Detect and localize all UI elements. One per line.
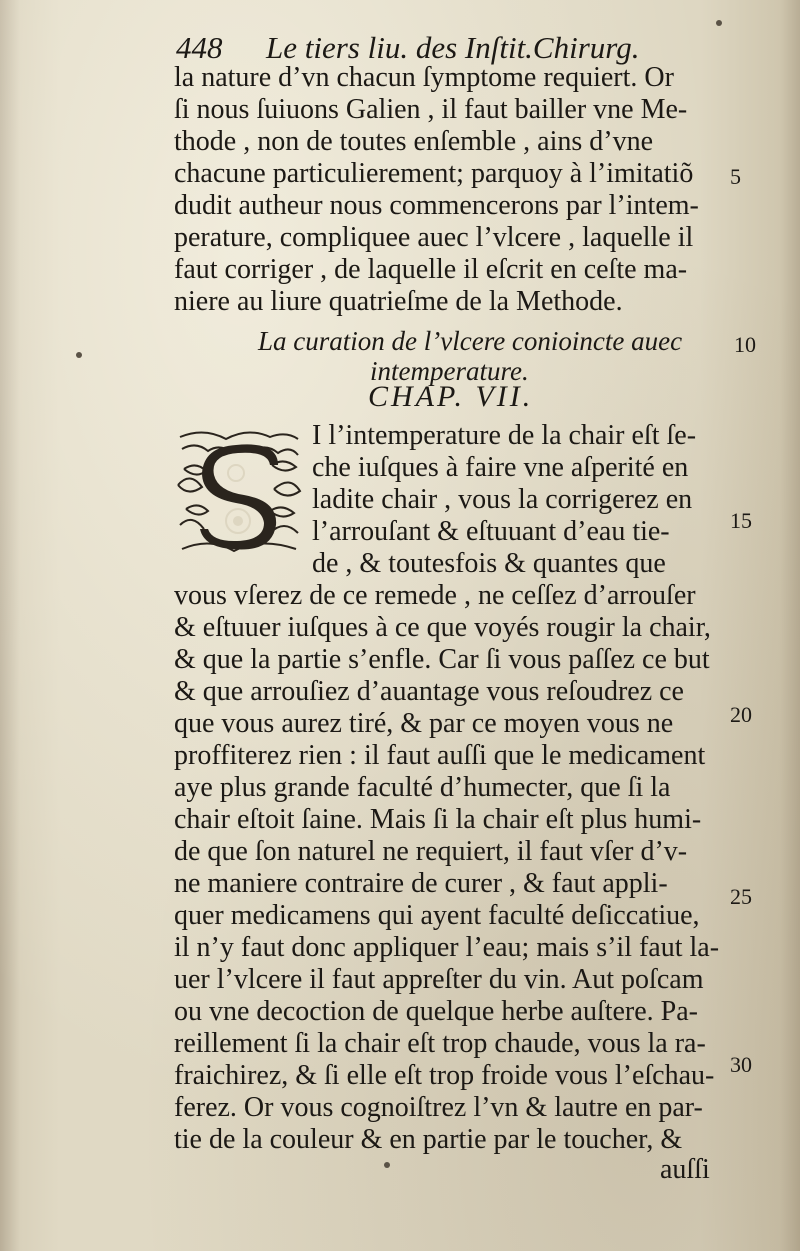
text-line: ladite chair , vous la corrigerez en [312, 484, 693, 515]
text-line: ou vne decoction de quelque herbe auſtere. Pa- [174, 996, 699, 1027]
text-line: de , & toutesfois & quantes que [312, 548, 666, 579]
chapter-label: CHAP. VII. [368, 380, 534, 413]
text-line: & eſtuuer iuſques à ce que voyés rougir la chair, [174, 612, 711, 643]
text-line: que vous aurez tiré, & par ce moyen vous ne [174, 708, 674, 739]
ink-speck [716, 20, 722, 26]
text-line: l’arrouſant & eſtuuant d’eau tie- [312, 516, 670, 547]
margin-line-number: 10 [734, 332, 756, 357]
text-line: tie de la couleur & en partie par le toucher, & [174, 1124, 683, 1155]
margin-line-number: 5 [730, 164, 741, 189]
text-line: thode , non de toutes enſemble , ains d’vne [174, 126, 653, 157]
text-line: che iuſques à faire vne aſperité en [312, 452, 689, 483]
text-line: chair eſtoit ſaine. Mais ſi la chair eſt plus humi- [174, 804, 702, 835]
decorated-initial-icon [174, 425, 304, 560]
margin-line-number: 15 [730, 508, 752, 533]
text-line: uer l’vlcere il faut appreſter du vin. Aut poſcam [174, 964, 704, 995]
text-line: perature, compliquee auec l’vlcere , laquelle il [174, 222, 694, 253]
margin-line-number: 30 [730, 1052, 752, 1077]
text-line: ferez. Or vous cognoiſtrez l’vn & lautre en par- [174, 1092, 703, 1123]
margin-line-number: 25 [730, 884, 752, 909]
running-title: Le tiers liu. des Inſtit.Chirurg. [266, 30, 640, 65]
chapter-title-cont: intemperature. [370, 356, 529, 386]
ink-speck [76, 352, 82, 358]
text-line: chacune particulierement; parquoy à l’imitatiõ [174, 158, 694, 189]
ink-speck [384, 1162, 390, 1168]
text-line: ne maniere contraire de curer , & faut appli- [174, 868, 668, 899]
text-line: reillement ſi la chair eſt trop chaude, vous la ra- [174, 1028, 706, 1059]
text-line: la nature d’vn chacun ſymptome requiert. Or [174, 62, 674, 93]
text-line: I l’intemperature de la chair eſt ſe- [312, 420, 697, 451]
catchword: auſſi [660, 1154, 710, 1185]
margin-line-number: 20 [730, 702, 752, 727]
text-line: faut corriger , de laquelle il eſcrit en ceſte ma- [174, 254, 688, 285]
text-line: il n’y faut donc appliquer l’eau; mais s’il faut la- [174, 932, 720, 963]
text-line: aye plus grande faculté d’humecter, que ſi la [174, 772, 671, 803]
text-line: vous vſerez de ce remede , ne ceſſez d’arrouſer [174, 580, 696, 611]
chapter-title: La curation de l’vlcere conioincte auec [258, 326, 683, 356]
text-line: & que la partie s’enfle. Car ſi vous paſſez ce but [174, 644, 710, 675]
text-line: de que ſon naturel ne requiert, il faut vſer d’v- [174, 836, 688, 867]
text-line: proffiterez rien : il faut auſſi que le medicament [174, 740, 706, 771]
page-number: 448 [176, 30, 223, 65]
text-line: ſi nous ſuiuons Galien , il faut bailler vne Me- [174, 94, 688, 125]
text-line: niere au liure quatrieſme de la Methode. [174, 286, 623, 317]
text-line: & que arrouſiez d’auantage vous reſoudrez ce [174, 676, 684, 707]
text-line: quer medicamens qui ayent faculté deſiccatiue, [174, 900, 700, 931]
text-line: dudit autheur nous commencerons par l’intem- [174, 190, 699, 221]
text-line: fraichirez, & ſi elle eſt trop froide vous l’eſchau- [174, 1060, 715, 1091]
